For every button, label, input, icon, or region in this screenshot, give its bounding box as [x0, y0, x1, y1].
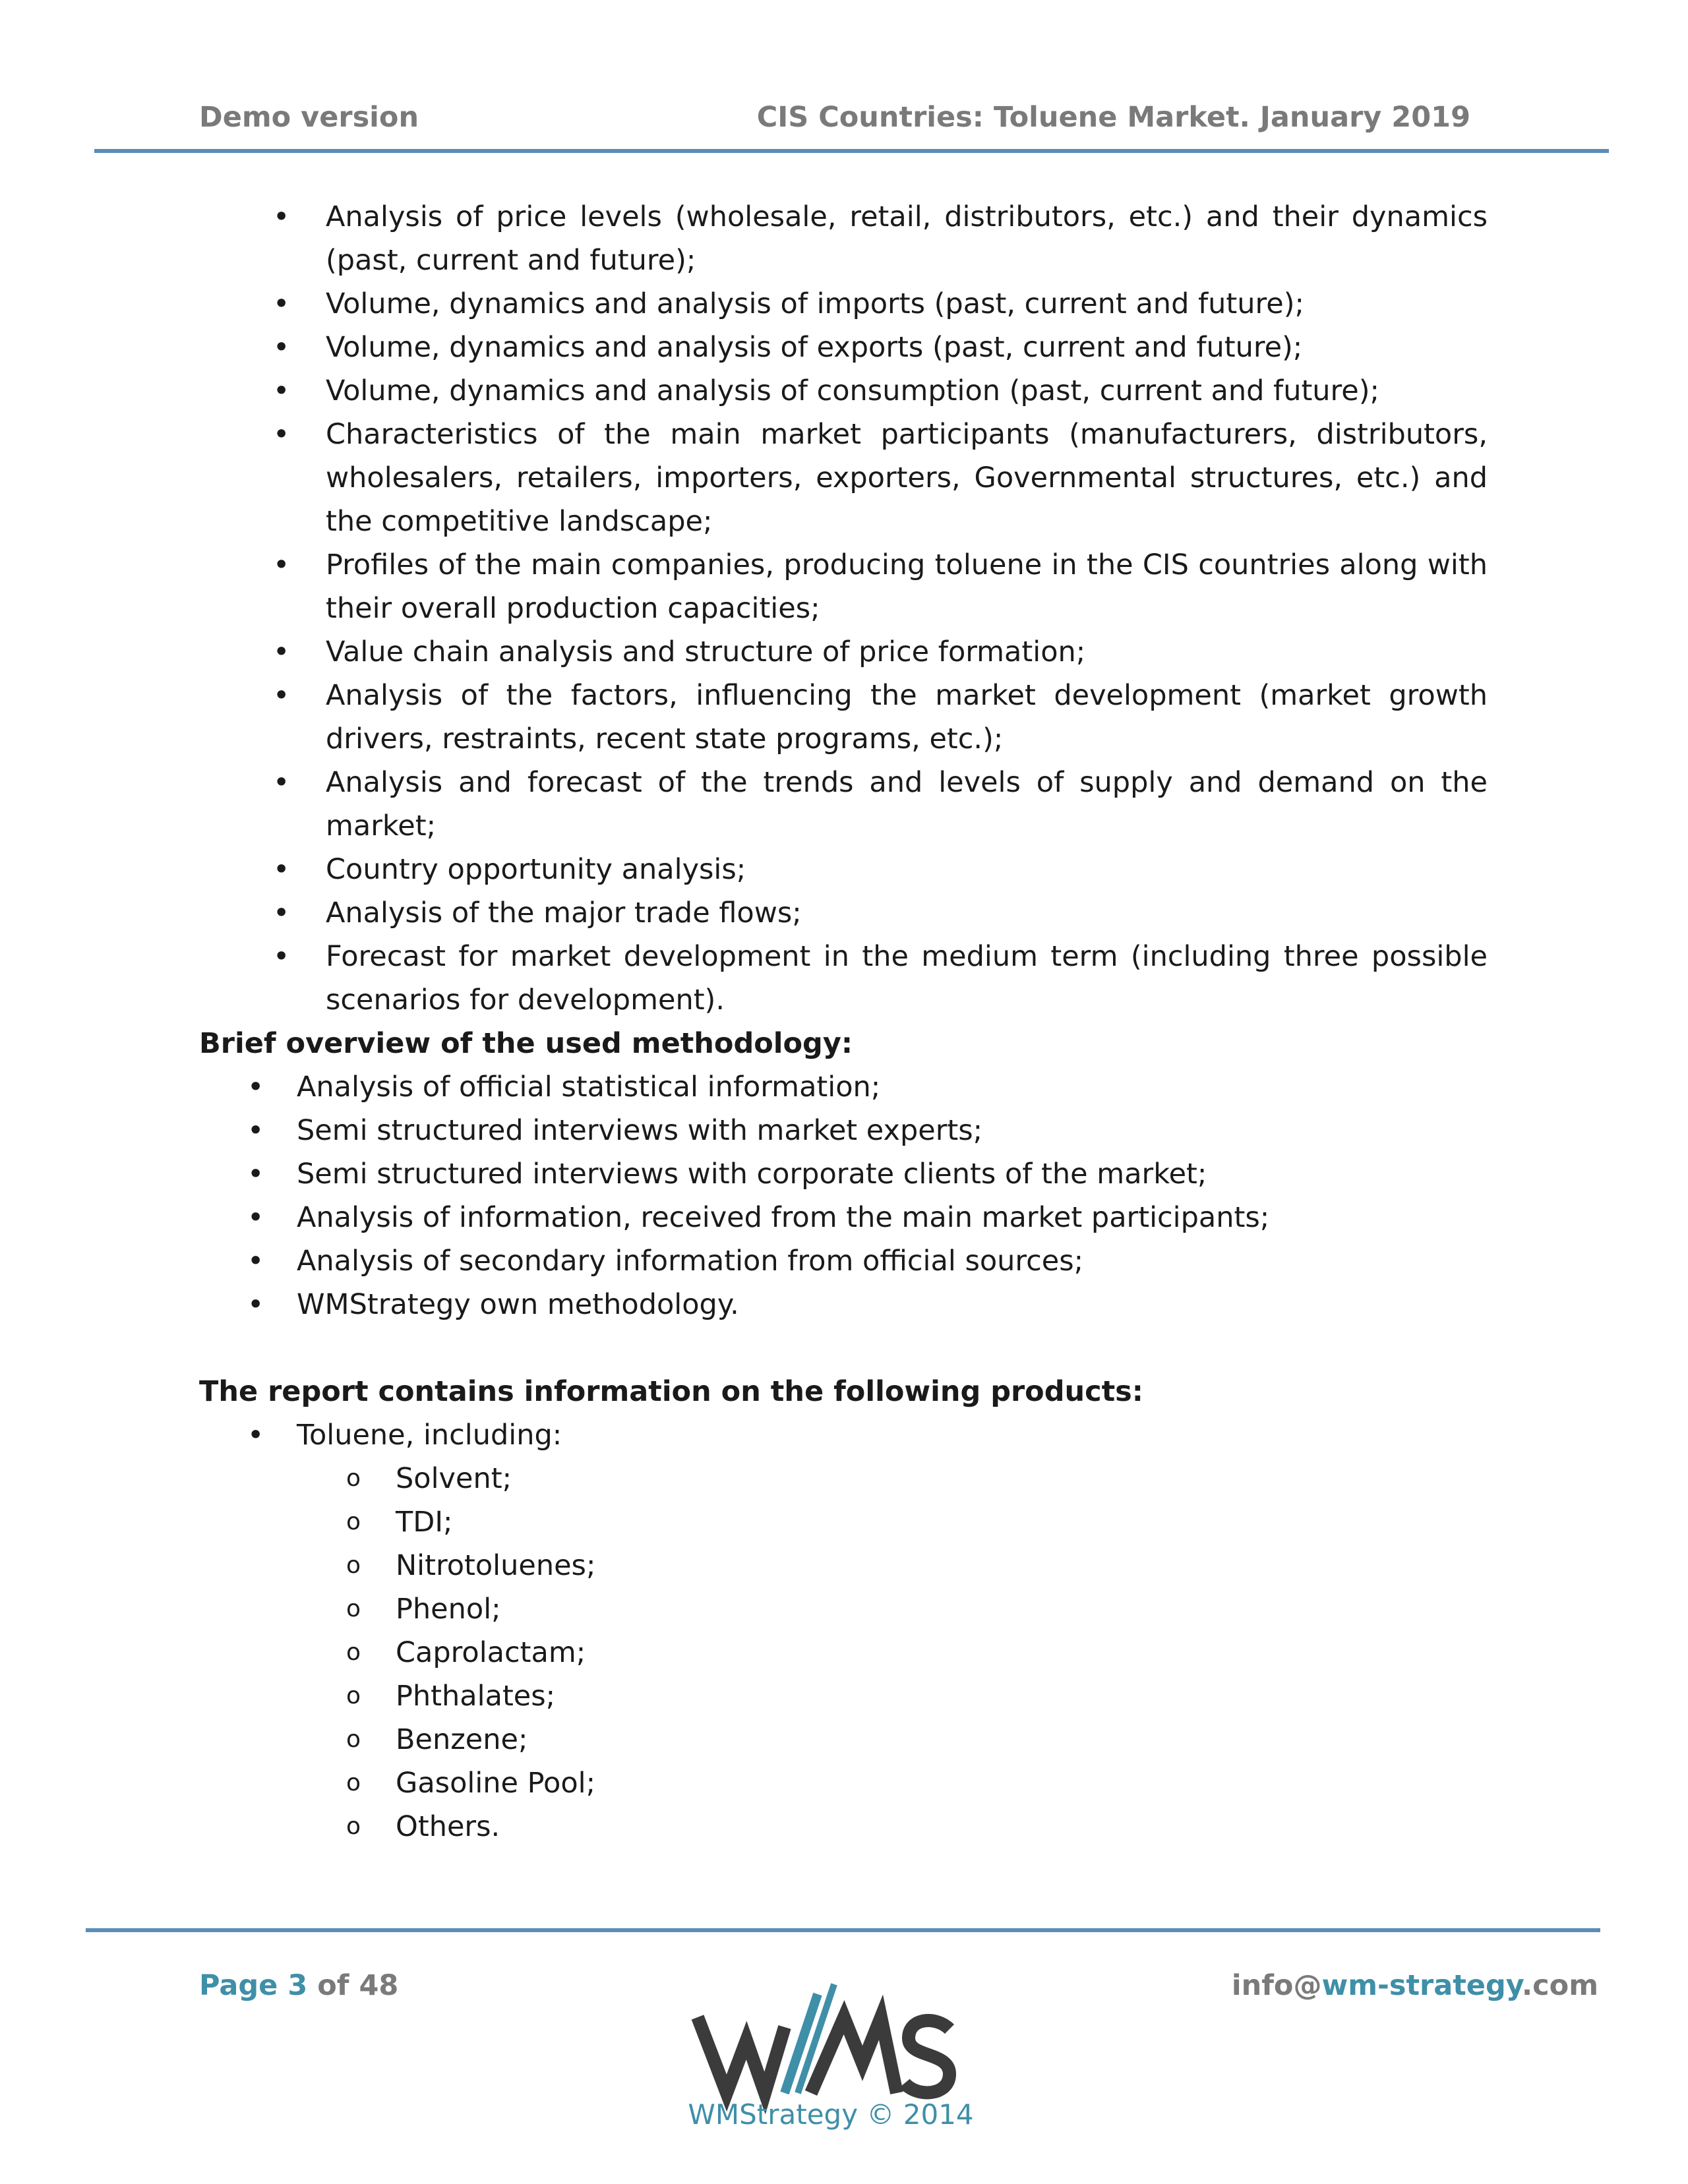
bullet-icon: •: [273, 635, 290, 668]
page-counter: Page 3 of 48: [199, 1969, 399, 2002]
bullet-icon: •: [273, 200, 290, 233]
circle-bullet-icon: o: [346, 1682, 361, 1709]
contact-email[interactable]: info@wm-strategy.com: [1231, 1969, 1598, 2002]
list-item: • Analysis of the factors, influencing the market development (market growth drivers, restraints, recent state programs, etc.);: [326, 674, 1488, 761]
bullet-icon: •: [247, 1114, 264, 1147]
list-item: • Analysis of information, received from the main market participants;: [297, 1196, 1269, 1239]
methodology-heading: Brief overview of the used methodology:: [199, 1027, 853, 1060]
list-item: • Semi structured interviews with corporate clients of the market;: [297, 1152, 1269, 1196]
sub-list-item: o Phthalates;: [396, 1674, 595, 1718]
list-item: • Country opportunity analysis;: [326, 848, 1488, 891]
bullet-icon: •: [273, 374, 290, 407]
sub-list-item: o Benzene;: [396, 1718, 595, 1761]
bullet-icon: •: [247, 1245, 264, 1278]
sub-list-item: o Others.: [396, 1805, 595, 1848]
header-report-title: CIS Countries: Toluene Market. January 2019: [756, 101, 1470, 134]
bullet-icon: •: [273, 418, 290, 451]
circle-bullet-icon: o: [346, 1769, 361, 1796]
bullet-icon: •: [247, 1201, 264, 1234]
circle-bullet-icon: o: [346, 1508, 361, 1535]
list-item: • Analysis of secondary information from official sources;: [297, 1239, 1269, 1283]
list-item: • Volume, dynamics and analysis of consumption (past, current and future);: [326, 369, 1488, 413]
footer-divider: [86, 1928, 1600, 1932]
list-item: • Volume, dynamics and analysis of imports (past, current and future);: [326, 282, 1488, 326]
report-items-list: [273, 195, 1488, 1022]
sub-list-item: o Nitrotoluenes;: [396, 1544, 595, 1587]
bullet-icon: •: [273, 679, 290, 712]
header-divider: [94, 149, 1609, 153]
products-heading: The report contains information on the following products:: [199, 1375, 1143, 1408]
logo-caption: WMStrategy © 2014: [688, 2098, 974, 2131]
list-item: • Semi structured interviews with market experts;: [297, 1109, 1269, 1152]
list-item: • Profiles of the main companies, producing toluene in the CIS countries along with their overall production capacities;: [326, 543, 1488, 630]
bullet-icon: •: [273, 766, 290, 799]
bullet-icon: •: [273, 548, 290, 581]
products-list: [247, 1413, 562, 1457]
list-item: • Analysis and forecast of the trends and levels of supply and demand on the market;: [326, 761, 1488, 848]
sub-list-item: o TDI;: [396, 1500, 595, 1544]
bullet-icon: •: [247, 1419, 264, 1452]
bullet-icon: •: [247, 1071, 264, 1104]
list-item: • Analysis of official statistical information;: [297, 1065, 1269, 1109]
circle-bullet-icon: o: [346, 1465, 361, 1492]
bullet-icon: •: [273, 853, 290, 886]
bullet-icon: •: [247, 1288, 264, 1321]
circle-bullet-icon: o: [346, 1813, 361, 1840]
circle-bullet-icon: o: [346, 1552, 361, 1579]
sub-list-item: o Gasoline Pool;: [396, 1761, 595, 1805]
list-item: • Analysis of price levels (wholesale, retail, distributors, etc.) and their dynamics (past, current and future);: [326, 195, 1488, 282]
products-sublist: [346, 1457, 596, 1848]
bullet-icon: •: [247, 1158, 264, 1191]
sub-list-item: o Phenol;: [396, 1587, 595, 1631]
list-item: • Analysis of the major trade flows;: [326, 891, 1488, 935]
bullet-icon: •: [273, 940, 290, 973]
bullet-icon: •: [273, 331, 290, 364]
list-item: • Forecast for market development in the medium term (including three possible scenarios for development).: [326, 935, 1488, 1022]
list-item: • Characteristics of the main market participants (manufacturers, distributors, wholesalers, retailers, importers, exporters, Governmental structures, etc.) and the competitive landscape;: [326, 413, 1488, 543]
list-item: • Value chain analysis and structure of price formation;: [326, 630, 1488, 674]
header-demo-label: Demo version: [199, 101, 419, 134]
sub-list-item: o Caprolactam;: [396, 1631, 595, 1674]
bullet-icon: •: [273, 897, 290, 930]
circle-bullet-icon: o: [346, 1639, 361, 1666]
bullet-icon: •: [273, 287, 290, 320]
circle-bullet-icon: o: [346, 1726, 361, 1753]
sub-list-item: o Solvent;: [396, 1457, 595, 1500]
list-item: • WMStrategy own methodology.: [297, 1283, 1269, 1326]
list-item: • Volume, dynamics and analysis of exports (past, current and future);: [326, 326, 1488, 369]
methodology-list: [247, 1065, 1270, 1326]
circle-bullet-icon: o: [346, 1595, 361, 1622]
list-item: • Toluene, including:: [297, 1413, 562, 1457]
